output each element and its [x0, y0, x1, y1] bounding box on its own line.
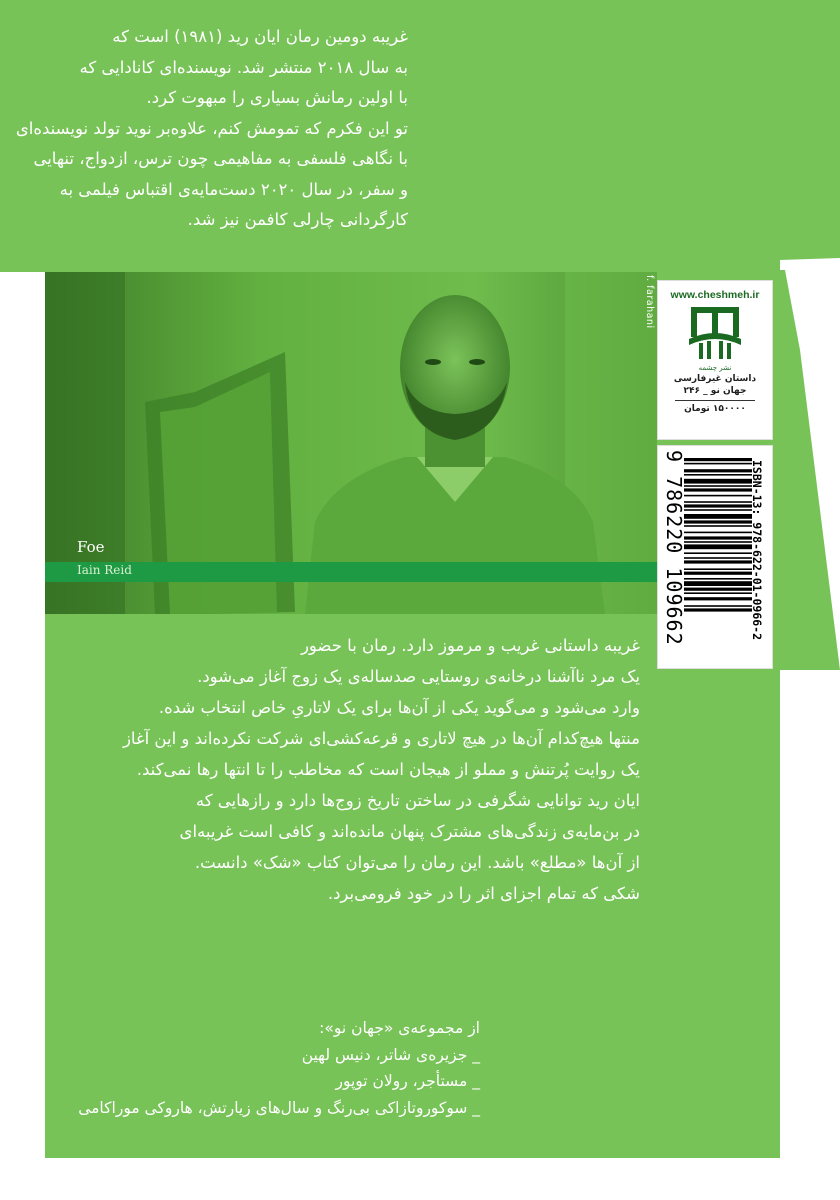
price: ۱۵۰۰۰۰ تومان	[675, 400, 755, 414]
publisher-category: داستان غیرفارسی	[673, 374, 757, 384]
series-item: _ سوکوروتازاکی بی‌رنگ و سال‌های زیارتش، هاروکی موراکامی	[78, 1098, 480, 1117]
series-heading: از مجموعه‌ی «جهان نو»:	[319, 1019, 480, 1037]
series-number: جهان نو _ ۲۴۶	[683, 386, 747, 396]
intro-line: تو این فکرم که تمومش کنم، علاوه‌بر نوید تولد نویسنده‌ای	[15, 118, 408, 138]
publisher-box	[657, 280, 773, 440]
book-title: Foe	[77, 538, 105, 556]
body-line: یک روایت پُرتنش و مملو از هیجان است که مخاطب را تا انتها رها نمی‌کند.	[136, 760, 640, 779]
series-item: _ جزیره‌ی شاتر، دنیس لهین	[301, 1045, 480, 1064]
intro-line: کارگردانی چارلی کافمن نیز شد.	[187, 210, 408, 229]
isbn-digits: 9 786220 109662	[662, 450, 686, 646]
isbn-label: ISBN-13: 978-622-01-0966-2	[750, 460, 764, 641]
title-strip	[45, 562, 657, 582]
body-line: یک مرد ناآشنا درخانه‌ی روستایی صدساله‌ی یک زوج آغاز می‌شود.	[197, 667, 640, 686]
publisher-logo-icon	[685, 305, 745, 360]
body-line: وارد می‌شود و می‌گوید یکی از آن‌ها برای یک لاتاریِ خاص انتخاب شده.	[158, 698, 640, 717]
body-line: در بن‌مایه‌ی زندگی‌های مشترک پنهان مانده‌اند و کافی است غریبه‌ای	[179, 822, 640, 841]
intro-line: غریبه دومین رمان ایان رید (۱۹۸۱) است که	[112, 27, 408, 46]
photo-credit: f. farahani	[644, 275, 655, 329]
body-line: ایان رید توانایی شگرفی در ساختن تاریخ زوج‌ها دارد و رازهایی که	[195, 791, 640, 810]
intro-line: و سفر، در سال ۲۰۲۰ دست‌مایه‌ی اقتباس فیلمی به	[59, 179, 408, 199]
body-line: از آن‌ها «مطلع» باشد. این رمان را می‌توان کتاب «شک» دانست.	[194, 853, 640, 872]
publisher-name: نشر چشمه	[698, 364, 732, 372]
intro-line: با اولین رمانش بسیاری را مبهوت کرد.	[146, 88, 408, 107]
series-item: _ مستأجر، رولان توپور	[335, 1072, 480, 1090]
body-line: غریبه داستانی غریب و مرموز دارد. رمان با حضور	[300, 636, 640, 655]
book-author: Iain Reid	[77, 563, 132, 577]
description-paragraph	[123, 630, 640, 909]
intro-line: با نگاهی فلسفی به مفاهیمی چون ترس، ازدواج، تنهایی	[33, 149, 408, 168]
series-list	[78, 1015, 480, 1121]
intro-line: به سال ۲۰۱۸ منتشر شد. نویسنده‌ای کانادایی که	[79, 57, 408, 77]
body-line: منتها هیچ‌کدام آن‌ها در هیچ لاتاری و قرعه‌کشی‌ای شرکت نکرده‌اند و این آغاز	[122, 729, 640, 748]
publisher-url[interactable]: www.cheshmeh.ir	[670, 289, 760, 301]
intro-paragraph	[16, 22, 408, 236]
body-line: شکی که تمام اجزای اثر را در خود فرومی‌برد.	[327, 884, 640, 903]
